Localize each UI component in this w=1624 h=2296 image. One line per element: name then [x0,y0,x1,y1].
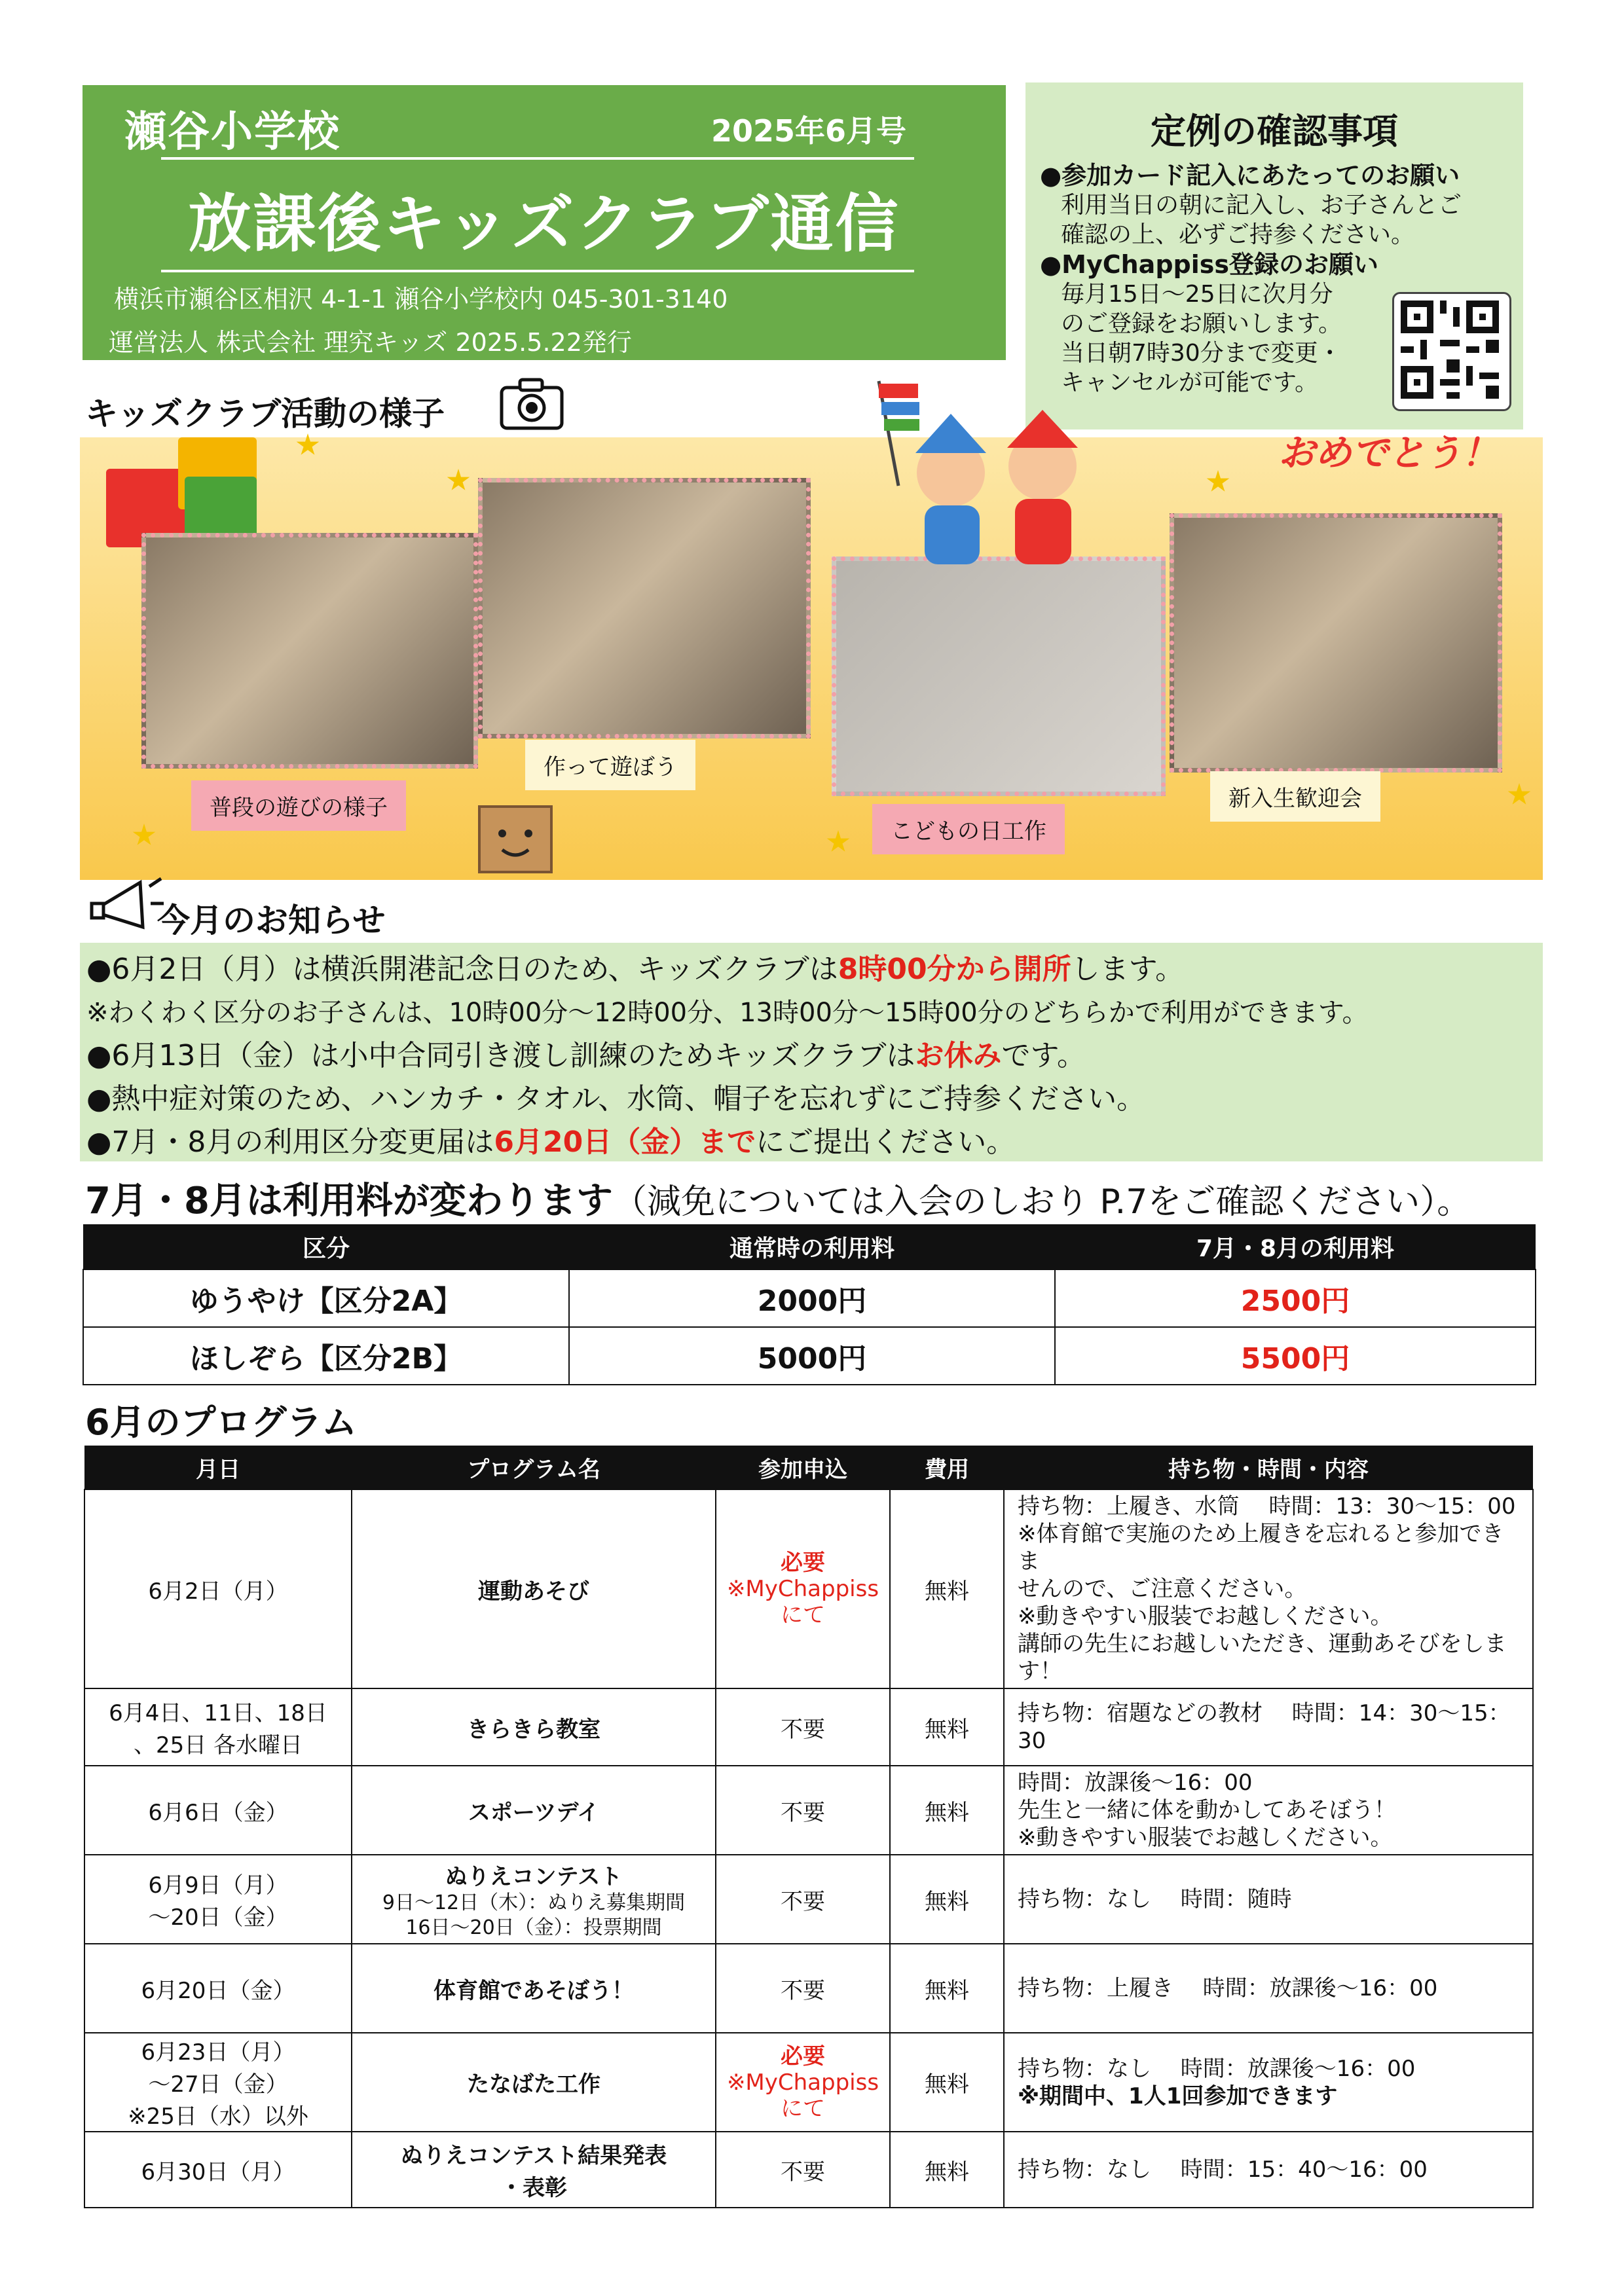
operator: 運営法人 株式会社 理究キッズ 2025.5.22発行 [109,328,632,357]
detail-cell [1004,2033,1533,2132]
cell-line: 不要 [781,1716,825,1743]
cell-line: 講師の先生にお越しいただき、運動あそびをします！ [1018,1631,1507,1685]
cell-line: ぬりえコンテスト結果発表 [400,2143,667,2169]
star-icon [1206,470,1230,494]
cell-line: 6月30日（月） [141,2159,295,2185]
info-line: ※わくわく区分のお子さんは、10時00分～12時00分、13時00分～15時00分のどちらかで利用ができます。 [86,998,1369,1028]
cost-cell: 無料 [890,2033,1004,2132]
date-cell [84,2033,352,2132]
program-header: 参加申込 [716,1446,890,1489]
apply-cell [716,1855,890,1944]
congrats-text: おめでとう！ [1278,432,1498,475]
apply-cell [716,2132,890,2208]
date-cell [84,1489,352,1688]
cell-line: ※MyChappiss [726,2069,879,2096]
cell-line: ※体育館で実施のため上履きを忘れると参加できま [1018,1521,1504,1575]
cell-line: 不要 [781,1888,825,1915]
cell-line: せんので、ご注意ください。 [1018,1576,1307,1602]
caption-crafts: 作って遊ぼう [525,740,695,790]
fee-cell: 5000円 [569,1327,1055,1385]
cell-line: ※動きやすい服装でお越しください。 [1018,1603,1393,1630]
apply-cell [716,2033,890,2132]
cost-cell: 無料 [890,2132,1004,2208]
fee-cell: 5500円 [1055,1327,1536,1385]
program-header: 持ち物・時間・内容 [1004,1446,1533,1489]
cell-line: 必要 [781,2043,825,2069]
table-row [84,2132,1533,2208]
program-header: 費用 [890,1446,1004,1489]
cell-line: 持ち物：宿題などの教材 時間：14：30～15：30 [1018,1700,1511,1754]
box-character-icon [473,797,558,876]
detail-cell [1004,1688,1533,1766]
table-row [84,1944,1533,2033]
notice-text: キャンセルが可能です。 [1061,369,1319,396]
table-row [84,1489,1533,1688]
cell-line: 6月2日（月） [148,1578,288,1605]
cell-line: 16日～20日（金）：投票期間 [405,1916,662,1939]
cell-line: ※25日（水）以外 [128,2104,308,2130]
date-cell [84,1944,352,2033]
activity-photo-banner [80,432,1543,880]
cell-line: 6月6日（金） [148,1799,288,1826]
fee-header: 通常時の利用料 [569,1224,1055,1269]
info-title: 今月のお知らせ [157,902,386,939]
cost-cell: 無料 [890,1766,1004,1855]
notice-item-heading: ●MyChappiss登録のお願い [1040,250,1378,279]
star-icon [1507,783,1531,807]
cell-line: 6月9日（月） [148,1872,288,1899]
program-header: プログラム名 [352,1446,716,1489]
detail-cell [1004,1489,1533,1688]
cell-line: 不要 [781,1799,825,1826]
cell-line: ～20日（金） [148,1904,288,1931]
fee-cell: 2000円 [569,1269,1055,1327]
cell-line: 持ち物：なし 時間：随時 [1018,1886,1292,1912]
star-icon [826,830,850,854]
cell-line: ※動きやすい服装でお越しください。 [1018,1825,1393,1851]
date-cell [84,1855,352,1944]
date-cell [84,1766,352,1855]
cell-line: 9日～12日（木）：ぬりえ募集期間 [382,1891,686,1914]
cell-line: ～27日（金） [148,2071,288,2098]
cost-cell: 無料 [890,1489,1004,1688]
info-box [80,943,1543,1161]
cell-line: 持ち物：上履き 時間：放課後～16：00 [1018,1975,1438,2001]
photo-welcome-party [1170,513,1502,773]
program-body [84,1489,1533,2208]
cost-cell: 無料 [890,1944,1004,2033]
notice-text: 確認の上、必ずご持参ください。 [1061,221,1415,248]
date-cell [84,2132,352,2208]
cell-line: 運動あそび [478,1578,589,1605]
info-line: ●6月13日（金）は小中合同引き渡し訓練のためキッズクラブはお休みです。 [86,1039,1086,1072]
star-icon [447,469,470,492]
program-header: 月日 [84,1446,352,1489]
caption-welcome: 新入生歓迎会 [1210,771,1380,822]
cell-line: 6月23日（月） [141,2039,295,2066]
cell-line: ※MyChappiss [726,1576,879,1602]
cost-cell: 無料 [890,1855,1004,1944]
program-name-cell [352,1489,716,1688]
cell-line: 不要 [781,2159,825,2185]
date-cell [84,1688,352,1766]
program-name-cell [352,2132,716,2208]
fee-table [83,1224,1536,1385]
cell-line: 6月20日（金） [141,1977,295,2004]
fee-title: 7月・8月は利用料が変わります（減免については入会のしおり P.7をご確認ください）。 [85,1180,1471,1222]
cell-line: 不要 [781,1977,825,2004]
cell-line: 持ち物：なし 時間：15：40～16：00 [1018,2157,1428,2183]
table-row [84,1766,1533,1855]
info-line: ●熱中症対策のため、ハンカチ・タオル、水筒、帽子を忘れずにご持参ください。 [86,1082,1146,1116]
cell-line: 必要 [781,1550,825,1576]
apply-cell [716,1944,890,2033]
cell-line: 持ち物：なし 時間：放課後～16：00 [1018,2055,1416,2082]
address: 横浜市瀬谷区相沢 4-1-1 瀬谷小学校内 045-301-3140 [114,285,728,314]
fee-cell: ほしぞら【区分2B】 [83,1327,569,1385]
caption-childrens-day: こどもの日工作 [872,804,1065,854]
cell-line: 、25日 各水曜日 [133,1732,303,1758]
program-name-cell [352,1944,716,2033]
activity-title: キッズクラブ活動の様子 [85,395,445,433]
cell-line: 時間：放課後～16：00 [1018,1770,1253,1796]
star-icon [296,433,320,457]
table-row [84,2033,1533,2132]
cell-line: たなばた工作 [467,2071,600,2098]
cell-line: ※期間中、1人1回参加できます [1018,2083,1338,2109]
program-name-cell [352,1766,716,1855]
toy-block-icon [185,477,257,542]
info-line: ●6月2日（月）は横浜開港記念日のため、キッズクラブは8時00分から開所します。 [86,953,1185,986]
table-row [83,1327,1536,1385]
detail-cell [1004,1855,1533,1944]
cell-line: 6月4日、11日、18日 [109,1700,327,1726]
newsletter-title: 放課後キッズクラブ通信 [188,187,900,261]
apply-cell [716,1766,890,1855]
kids-illustration-icon [853,374,1141,571]
notice-text: 当日朝7時30分まで変更・ [1061,340,1342,367]
photo-crafts [478,478,811,738]
header-banner [83,85,1006,360]
cell-line: きらきら教室 [467,1716,600,1743]
cell-line: スポーツデイ [468,1799,600,1826]
fee-cell: 2500円 [1055,1269,1536,1327]
detail-cell [1004,1944,1533,2033]
caption-play: 普段の遊びの様子 [191,780,406,831]
photo-play [141,533,478,769]
divider [161,270,914,272]
program-table [84,1446,1534,2208]
fee-header: 区分 [83,1224,569,1269]
cost-cell: 無料 [890,1688,1004,1766]
star-icon [132,824,156,847]
notice-text: 毎月15日～25日に次月分 [1061,281,1333,308]
notice-text: 利用当日の朝に記入し、お子さんとご [1061,192,1462,219]
school-name: 瀬谷小学校 [124,108,341,156]
table-row [83,1269,1536,1327]
fee-cell: ゆうやけ【区分2A】 [83,1269,569,1327]
program-title: 6月のプログラム [85,1402,358,1443]
notice-text: のご登録をお願いします。 [1061,310,1342,337]
issue-date: 2025年6月号 [711,113,907,149]
info-line: ●7月・8月の利用区分変更届は6月20日（金）までにご提出ください。 [86,1125,1016,1159]
notice-title: 定例の確認事項 [1151,111,1398,152]
fee-header: 7月・8月の利用料 [1055,1224,1536,1269]
camera-icon [498,373,566,433]
notice-item-heading: ●参加カード記入にあたってのお願い [1040,161,1460,190]
cell-line: 持ち物：上履き、水筒 時間：13：30～15：00 [1018,1493,1516,1520]
apply-cell [716,1688,890,1766]
table-row [84,1688,1533,1766]
megaphone-icon [88,867,166,939]
cell-line: 体育館であそぼう！ [434,1977,634,2004]
cell-line: にて [781,2095,825,2122]
program-name-cell [352,2033,716,2132]
program-name-cell [352,1855,716,1944]
cell-line: 先生と一緒に体を動かしてあそぼう！ [1018,1797,1396,1823]
divider [161,157,914,160]
cell-line: ・表彰 [500,2175,567,2201]
photo-childrens-day-craft [832,556,1166,796]
cell-line: ぬりえコンテスト [445,1863,623,1890]
cell-line: にて [781,1602,825,1628]
detail-cell [1004,2132,1533,2208]
program-name-cell [352,1688,716,1766]
qr-code-icon[interactable] [1392,292,1511,411]
apply-cell [716,1489,890,1688]
table-row [84,1855,1533,1944]
detail-cell [1004,1766,1533,1855]
